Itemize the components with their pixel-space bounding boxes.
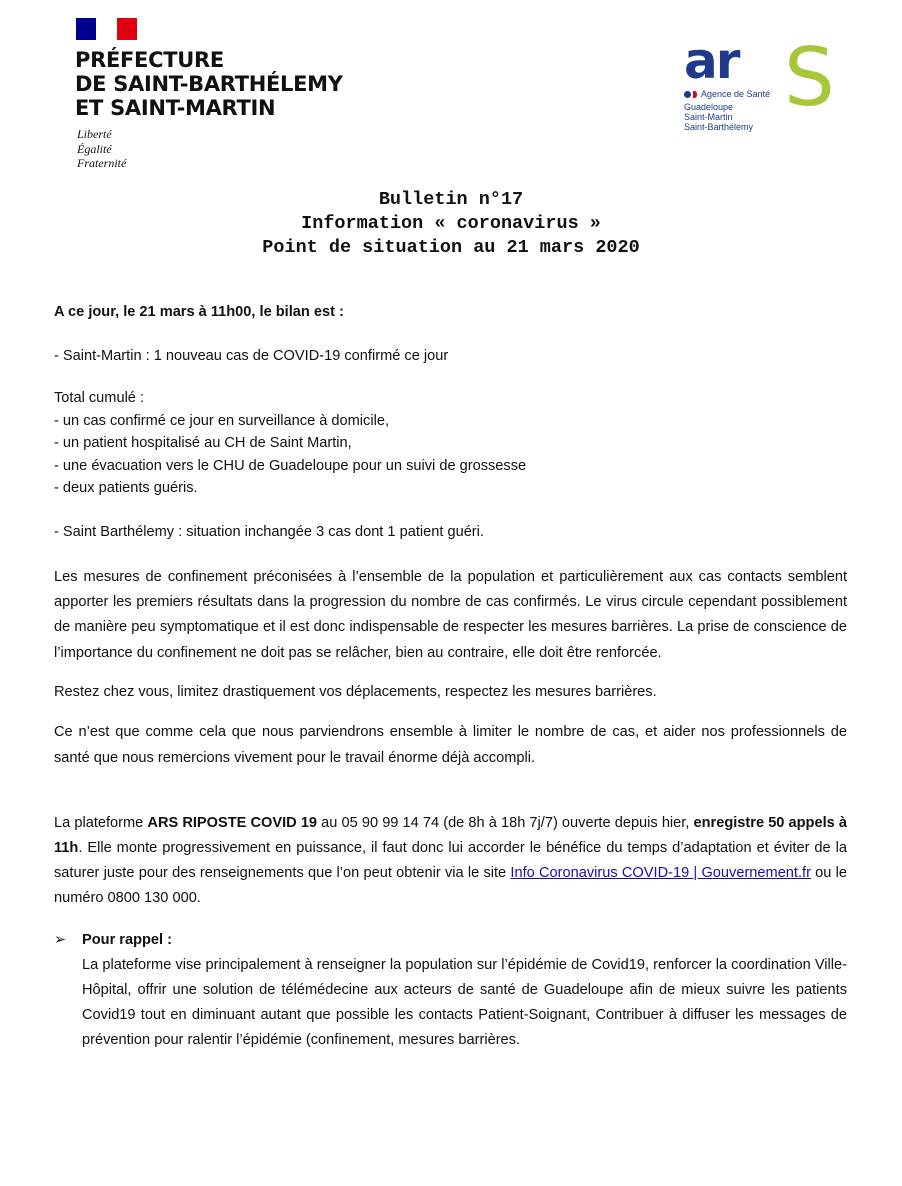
motto-line: Fraternité bbox=[77, 156, 127, 170]
ars-logo-letters: ar bbox=[684, 32, 739, 90]
gouvernement-link[interactable]: Info Coronavirus COVID-19 | Gouvernement.fr bbox=[510, 865, 811, 882]
text: au 05 90 99 14 74 (de 8h à 18h 7j/7) ouverte depuis hier, bbox=[317, 815, 694, 832]
list-item: - un cas confirmé ce jour en surveillance à domicile, bbox=[54, 412, 389, 429]
prefecture-logo-text bbox=[75, 48, 343, 120]
ars-region: Saint-Martin bbox=[684, 112, 733, 122]
ars-agence-label: Agence de Santé bbox=[701, 89, 771, 99]
prefecture-line: ET SAINT-MARTIN bbox=[75, 96, 276, 120]
platform-paragraph bbox=[54, 811, 847, 911]
list-item: - deux patients guéris. bbox=[54, 480, 198, 496]
ars-agence bbox=[684, 89, 770, 100]
ars-logo bbox=[684, 31, 835, 136]
total-list bbox=[54, 387, 847, 500]
text: . Elle monte progressivement en puissance, il faut donc lui accorder le bénéfice du temps d’adaptation et éviter de la saturer juste pour des renseignements que l’on peut obtenir via le site bbox=[54, 840, 847, 882]
prefecture-line: PRÉFECTURE bbox=[75, 48, 224, 72]
ars-region: Saint-Barthélemy bbox=[684, 122, 754, 132]
bulletin-title bbox=[0, 188, 902, 260]
paragraph: Ce n’est que comme cela que nous parviendrons ensemble à limiter le nombre de cas, et aider nos professionnels de santé que nous remercions vivement pour le travail énorme déjà accompli. bbox=[54, 724, 847, 766]
title-line: Information « coronavirus » bbox=[301, 213, 601, 234]
reminder-section bbox=[54, 928, 847, 1053]
paragraph: Les mesures de confinement préconisées à l’ensemble de la population et particulièrement aux cas contacts semblent apporter les premiers résultats dans la progression du nombre de cas confirmés. Le virus circule cependant possiblement de manière peu symptomatique et il est donc indispensable de respecter les mesures barrières. La prise de conscience de l’importance du confinement ne doit pas se relâcher, bien au contraire, elle doit être renforcée. bbox=[54, 569, 847, 661]
saint-barthelemy-status: - Saint Barthélemy : situation inchangée 3 cas dont 1 patient guéri. bbox=[54, 523, 484, 540]
prefecture-line: DE SAINT-BARTHÉLEMY bbox=[75, 72, 343, 96]
arrow-bullet-icon: ➢ bbox=[54, 932, 67, 949]
motto-line: Liberté bbox=[77, 127, 112, 141]
calls-count: enregistre 50 appels à 11h bbox=[54, 815, 847, 857]
ars-logo-s: S bbox=[784, 31, 835, 124]
total-label: Total cumulé : bbox=[54, 390, 145, 406]
title-line: Bulletin n°17 bbox=[378, 189, 524, 210]
ars-regions bbox=[684, 102, 753, 132]
motto-line: Égalité bbox=[77, 141, 112, 156]
list-item: - une évacuation vers le CHU de Guadeloupe pour un suivi de grossesse bbox=[54, 457, 527, 474]
reminder-text: La plateforme vise principalement à renseigner la population sur l’épidémie de Covid19, renforcer la coordination Ville-Hôpital, offrir une solution de télémédecine aux acteurs de santé de Guadeloupe afin de mieux suivre les patients Covid19 tout en diminuant autant que possible les contacts Patient-Soignant, Contribuer à diffuser les messages de prévention pour ralentir l’épidémie (confinement, mesures barrières. bbox=[82, 956, 847, 1048]
paragraph: Restez chez vous, limitez drastiquement vos déplacements, respectez les mesures barrières. bbox=[54, 683, 657, 700]
text: ou le numéro 0800 130 000. bbox=[54, 865, 848, 907]
bulletin-body bbox=[54, 300, 847, 1053]
ars-region: Guadeloupe bbox=[684, 102, 734, 112]
title-line: Point de situation au 21 mars 2020 bbox=[262, 237, 640, 258]
text: La plateforme bbox=[54, 815, 148, 832]
list-item: - un patient hospitalisé au CH de Saint Martin, bbox=[54, 435, 352, 451]
saint-martin-status: - Saint-Martin : 1 nouveau cas de COVID-19 confirmé ce jour bbox=[54, 347, 449, 364]
reminder-label: Pour rappel : bbox=[82, 932, 173, 949]
republic-motto bbox=[77, 127, 126, 171]
intro: A ce jour, le 21 mars à 11h00, le bilan est : bbox=[54, 304, 344, 320]
marianne-flag-logo bbox=[76, 18, 137, 40]
platform-name: ARS RIPOSTE COVID 19 bbox=[147, 815, 318, 832]
